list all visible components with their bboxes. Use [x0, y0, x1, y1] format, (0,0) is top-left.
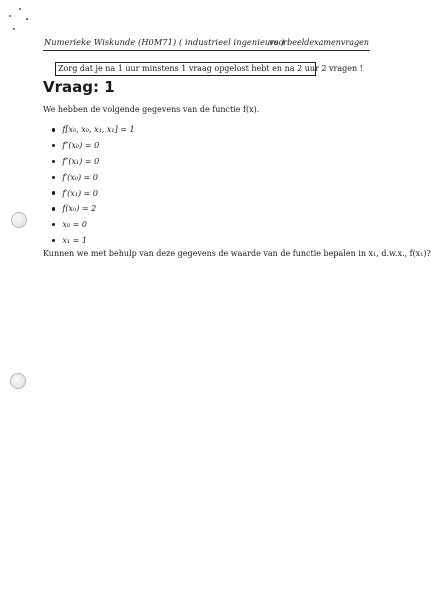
fact-text: x₀ = 0	[62, 220, 87, 230]
scan-speck	[26, 18, 28, 20]
fact-text: f(x₀) = 2	[62, 204, 97, 214]
bullet-icon	[52, 191, 55, 194]
bullet-icon	[52, 160, 55, 163]
course-header: Numerieke Wiskunde (H0M71) ( industrieel ingenieurs )	[44, 37, 285, 47]
document-type: voorbeeldexamenvragen	[269, 38, 369, 47]
list-item	[52, 169, 135, 185]
list-item	[52, 233, 135, 249]
bullet-icon	[52, 207, 55, 210]
bullet-icon	[52, 176, 55, 179]
scan-speck	[13, 28, 15, 30]
scan-speck	[9, 15, 11, 17]
list-item	[52, 122, 135, 138]
list-item	[52, 217, 135, 233]
bullet-icon	[52, 223, 55, 226]
fact-text: f[x₀, x₀, x₁, x₁] = 1	[62, 125, 135, 135]
punch-hole-icon	[10, 373, 26, 389]
bullet-icon	[52, 239, 55, 242]
fact-text: x₁ = 1	[62, 235, 87, 245]
list-item	[52, 154, 135, 170]
question-intro: We hebben de volgende gegevens van de functie f(x).	[43, 105, 260, 114]
fact-text: f′(x₁) = 0	[62, 188, 99, 198]
list-item	[52, 201, 135, 217]
fact-text: f″(x₀) = 0	[62, 141, 100, 151]
list-item	[52, 185, 135, 201]
header-rule	[43, 50, 370, 51]
fact-text: f″(x₁) = 0	[62, 156, 100, 166]
question-title: Vraag: 1	[43, 78, 115, 96]
given-facts-list	[52, 122, 135, 248]
punch-hole-icon	[11, 212, 27, 228]
scan-speck	[19, 8, 21, 10]
bullet-icon	[52, 128, 55, 131]
question-prompt: Kunnen we met behulp van deze gegevens de waarde van de functie bepalen in x₁, d.w.x., f(x₁)?	[43, 249, 431, 258]
bullet-icon	[52, 144, 55, 147]
list-item	[52, 138, 135, 154]
fact-text: f′(x₀) = 0	[62, 172, 99, 182]
time-notice-box: Zorg dat je na 1 uur minstens 1 vraag opgelost hebt en na 2 uur 2 vragen !	[55, 62, 316, 76]
